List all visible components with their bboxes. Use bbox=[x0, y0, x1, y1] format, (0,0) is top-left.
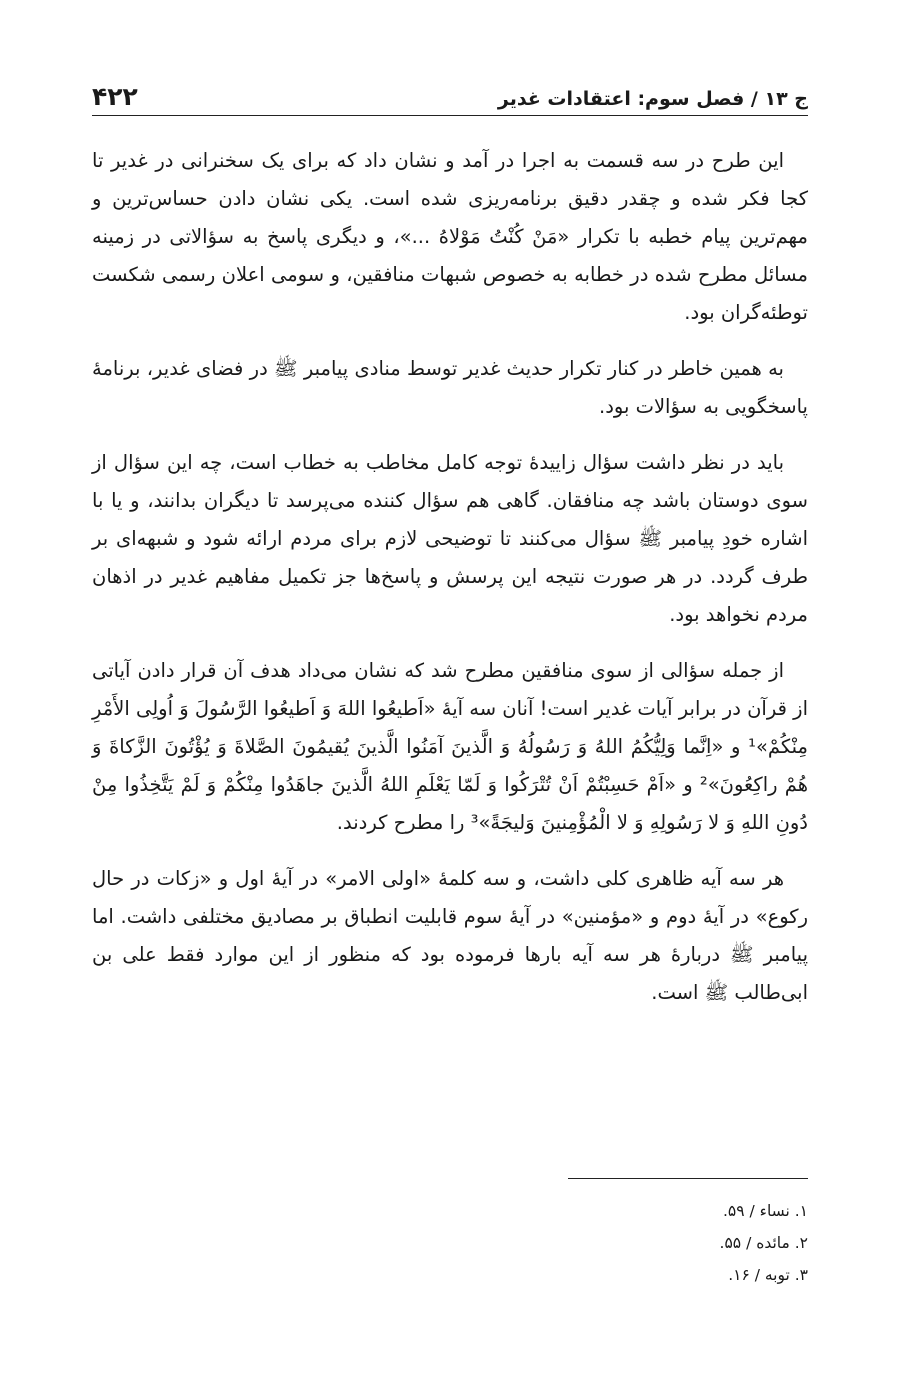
paragraph-4: از جمله سؤالی از سوی منافقین مطرح شد که نشان می‌داد هدف آن قرار دادن آیاتی از قرآن در برابر آیات غدیر است! آنان سه آیهٔ «اَطیعُوا اللهَ وَ اَطیعُوا الرَّسُولَ وَ اُولِی الأَمْرِ مِنْکُمْ»¹ و «اِنَّما وَلِیُّکُمُ اللهُ وَ رَسُولُهُ وَ الَّذینَ آمَنُوا الَّذینَ یُقیمُونَ الصَّلاةَ وَ یُؤْتُونَ الزَّکاةَ وَ هُمْ راکِعُونَ»² و «اَمْ حَسِبْتُمْ اَنْ تُتْرَکُوا وَ لَمّا یَعْلَمِ اللهُ الَّذینَ جاهَدُوا مِنْکُمْ وَ لَمْ یَتَّخِذُوا مِنْ دُونِ اللهِ وَ لا رَسُولِهِ وَ لا الْمُؤْمِنینَ وَلیجَةً»³ را مطرح کردند. bbox=[92, 659, 809, 834]
paragraph-5: هر سه آیه ظاهری کلی داشت، و سه کلمهٔ «اولی الامر» در آیهٔ اول و «زکات در حال رکوع» در آیهٔ دوم و «مؤمنین» در آیهٔ سوم قابلیت انطباق بر مصادیق مختلفی داشت. اما پیامبر ﷺ دربارهٔ هر سه آیه بارها فرموده بود که منظور از این موارد فقط علی بن ابی‌طالب ﷺ است. bbox=[92, 867, 808, 1004]
footnote-1: ۱. نساء / ۵۹. bbox=[722, 1202, 808, 1220]
page-header bbox=[92, 72, 808, 116]
paragraph-1: این طرح در سه قسمت به اجرا در آمد و نشان داد که برای یک سخنرانی در غدیر تا کجا فکر شده و چقدر دقیق برنامه‌ریزی شده است. یکی نشان دادن حساس‌ترین و مهم‌ترین پیام خطبه با تکرار «مَنْ کُنْتُ مَوْلاهُ ...»، و دیگری پاسخ به سؤالاتی در زمینه مسائل مطرح شده در خطابه به خصوص شبهات منافقین، و سومی اعلان رسمی شکست توطئه‌گران بود. bbox=[92, 149, 808, 324]
paragraph-3: باید در نظر داشت سؤال زاییدهٔ توجه کامل مخاطب به خطاب است، چه این سؤال از سوی دوستان باشد چه منافقان. گاهی هم سؤال کننده می‌پرسد تا دیگران بدانند، و یا با اشاره خودِ پیامبر ﷺ سؤال می‌کنند تا توضیحی لازم برای مردم ارائه شود و شبهه‌ای بر طرف گردد. در هر صورت نتیجه این پرسش و پاسخ‌ها جز تکمیل مفاهیم غدیر در اذهان مردم نخواهد بود. bbox=[92, 451, 808, 626]
page-number: ۴۲۲ bbox=[92, 82, 138, 111]
running-title: ج ۱۳ / فصل سوم: اعتقادات غدیر bbox=[497, 88, 808, 110]
body-text bbox=[92, 142, 808, 1030]
footnote-divider bbox=[568, 1178, 808, 1179]
footnotes bbox=[92, 1178, 808, 1291]
footnote-3: ۳. توبه / ۱۶. bbox=[728, 1266, 808, 1284]
footnote-2: ۲. مائده / ۵۵. bbox=[719, 1234, 808, 1252]
paragraph-2: به همین خاطر در کنار تکرار حدیث غدیر توسط منادی پیامبر ﷺ در فضای غدیر، برنامهٔ پاسخگویی به سؤالات بود. bbox=[92, 357, 808, 418]
